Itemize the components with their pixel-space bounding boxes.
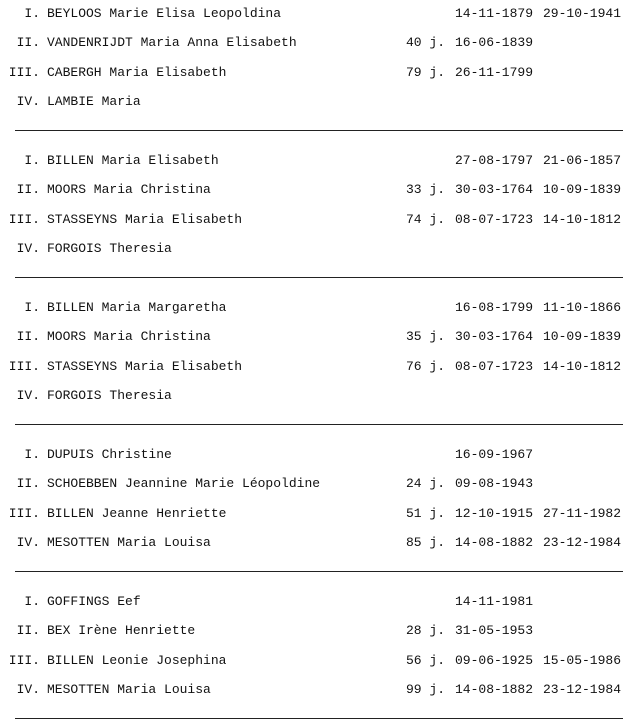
ancestor-row bbox=[0, 682, 633, 698]
death-date: 29-10-1941 bbox=[543, 6, 622, 21]
death-date: 10-09-1839 bbox=[543, 329, 622, 345]
ancestor-row bbox=[0, 182, 633, 198]
person-name: LAMBIE Maria bbox=[47, 93, 141, 109]
person-name: FORGOIS Theresia bbox=[47, 240, 172, 256]
generation-number: III. bbox=[8, 211, 40, 227]
birth-date: 16-09-1967 bbox=[455, 447, 534, 462]
generation-number: IV. bbox=[16, 93, 40, 109]
ancestor-row bbox=[0, 535, 633, 551]
person-name: BILLEN Maria Margaretha bbox=[47, 300, 227, 315]
generation-number: IV. bbox=[16, 534, 40, 550]
ancestor-row bbox=[0, 94, 633, 110]
birth-date: 08-07-1723 bbox=[455, 211, 534, 227]
age-at-birth: 24 j. bbox=[405, 476, 445, 492]
death-date: 14-10-1812 bbox=[543, 358, 622, 374]
generation-number: II. bbox=[16, 623, 40, 639]
person-name: DUPUIS Christine bbox=[47, 447, 172, 462]
ancestor-row bbox=[0, 65, 633, 81]
generation-number: IV. bbox=[16, 387, 40, 403]
person-name: BILLEN Jeanne Henriette bbox=[47, 505, 227, 521]
death-date: 23-12-1984 bbox=[543, 534, 622, 550]
generation-number: II. bbox=[16, 329, 40, 345]
generation-number: III. bbox=[8, 64, 40, 80]
person-name: SCHOEBBEN Jeannine Marie Léopoldine bbox=[47, 476, 321, 492]
death-date: 11-10-1866 bbox=[543, 300, 622, 315]
ancestor-row bbox=[0, 476, 633, 492]
ancestor-row bbox=[0, 388, 633, 404]
generation-number: IV. bbox=[16, 681, 40, 697]
birth-date: 16-06-1839 bbox=[455, 35, 534, 51]
death-date: 21-06-1857 bbox=[543, 153, 622, 168]
birth-date: 09-06-1925 bbox=[455, 652, 534, 668]
age-at-birth: 51 j. bbox=[405, 505, 445, 521]
age-at-birth: 99 j. bbox=[405, 681, 445, 697]
age-at-birth: 35 j. bbox=[405, 329, 445, 345]
person-name: MESOTTEN Maria Louisa bbox=[47, 534, 211, 550]
age-at-birth: 40 j. bbox=[405, 35, 445, 51]
birth-date: 30-03-1764 bbox=[455, 182, 534, 198]
person-name: BEX Irène Henriette bbox=[47, 623, 196, 639]
generation-number: I. bbox=[24, 447, 40, 462]
person-name: MOORS Maria Christina bbox=[47, 182, 211, 198]
ancestor-row bbox=[0, 300, 633, 316]
generation-number: III. bbox=[8, 505, 40, 521]
person-name: VANDENRIJDT Maria Anna Elisabeth bbox=[47, 35, 297, 51]
birth-date: 27-08-1797 bbox=[455, 153, 534, 168]
ancestor-row bbox=[0, 506, 633, 522]
ancestor-row bbox=[0, 241, 633, 257]
birth-date: 31-05-1953 bbox=[455, 623, 534, 639]
person-name: STASSEYNS Maria Elisabeth bbox=[47, 358, 243, 374]
section-divider bbox=[15, 424, 623, 425]
birth-date: 09-08-1943 bbox=[455, 476, 534, 492]
birth-date: 14-11-1981 bbox=[455, 594, 534, 609]
age-at-birth: 76 j. bbox=[405, 358, 445, 374]
generation-number: III. bbox=[8, 358, 40, 374]
birth-date: 14-11-1879 bbox=[455, 6, 534, 21]
section-divider bbox=[15, 718, 623, 719]
birth-date: 26-11-1799 bbox=[455, 64, 534, 80]
person-name: MOORS Maria Christina bbox=[47, 329, 211, 345]
ancestor-row bbox=[0, 153, 633, 169]
age-at-birth: 79 j. bbox=[405, 64, 445, 80]
birth-date: 14-08-1882 bbox=[455, 534, 534, 550]
ancestor-row bbox=[0, 6, 633, 22]
section-divider bbox=[15, 277, 623, 278]
age-at-birth: 85 j. bbox=[405, 534, 445, 550]
person-name: BILLEN Leonie Josephina bbox=[47, 652, 227, 668]
generation-number: IV. bbox=[16, 240, 40, 256]
person-name: FORGOIS Theresia bbox=[47, 387, 172, 403]
ancestor-row bbox=[0, 653, 633, 669]
person-name: BILLEN Maria Elisabeth bbox=[47, 153, 219, 168]
generation-number: I. bbox=[24, 153, 40, 168]
birth-date: 30-03-1764 bbox=[455, 329, 534, 345]
generation-number: II. bbox=[16, 35, 40, 51]
birth-date: 08-07-1723 bbox=[455, 358, 534, 374]
person-name: GOFFINGS Eef bbox=[47, 594, 141, 609]
person-name: BEYLOOS Marie Elisa Leopoldina bbox=[47, 6, 282, 21]
person-name: CABERGH Maria Elisabeth bbox=[47, 64, 227, 80]
birth-date: 14-08-1882 bbox=[455, 681, 534, 697]
ancestor-row bbox=[0, 623, 633, 639]
birth-date: 16-08-1799 bbox=[455, 300, 534, 315]
death-date: 14-10-1812 bbox=[543, 211, 622, 227]
death-date: 27-11-1982 bbox=[543, 505, 622, 521]
person-name: STASSEYNS Maria Elisabeth bbox=[47, 211, 243, 227]
generation-number: II. bbox=[16, 182, 40, 198]
ancestor-row bbox=[0, 35, 633, 51]
death-date: 23-12-1984 bbox=[543, 681, 622, 697]
person-name: MESOTTEN Maria Louisa bbox=[47, 681, 211, 697]
generation-number: II. bbox=[16, 476, 40, 492]
ancestor-row bbox=[0, 212, 633, 228]
death-date: 15-05-1986 bbox=[543, 652, 622, 668]
birth-date: 12-10-1915 bbox=[455, 505, 534, 521]
generation-number: I. bbox=[24, 594, 40, 609]
ancestor-row bbox=[0, 329, 633, 345]
ancestor-row bbox=[0, 359, 633, 375]
generation-number: III. bbox=[8, 652, 40, 668]
ancestor-row bbox=[0, 594, 633, 610]
generation-number: I. bbox=[24, 300, 40, 315]
age-at-birth: 28 j. bbox=[405, 623, 445, 639]
section-divider bbox=[15, 571, 623, 572]
ancestor-row bbox=[0, 447, 633, 463]
age-at-birth: 56 j. bbox=[405, 652, 445, 668]
age-at-birth: 74 j. bbox=[405, 211, 445, 227]
generation-number: I. bbox=[24, 6, 40, 21]
age-at-birth: 33 j. bbox=[405, 182, 445, 198]
death-date: 10-09-1839 bbox=[543, 182, 622, 198]
section-divider bbox=[15, 130, 623, 131]
